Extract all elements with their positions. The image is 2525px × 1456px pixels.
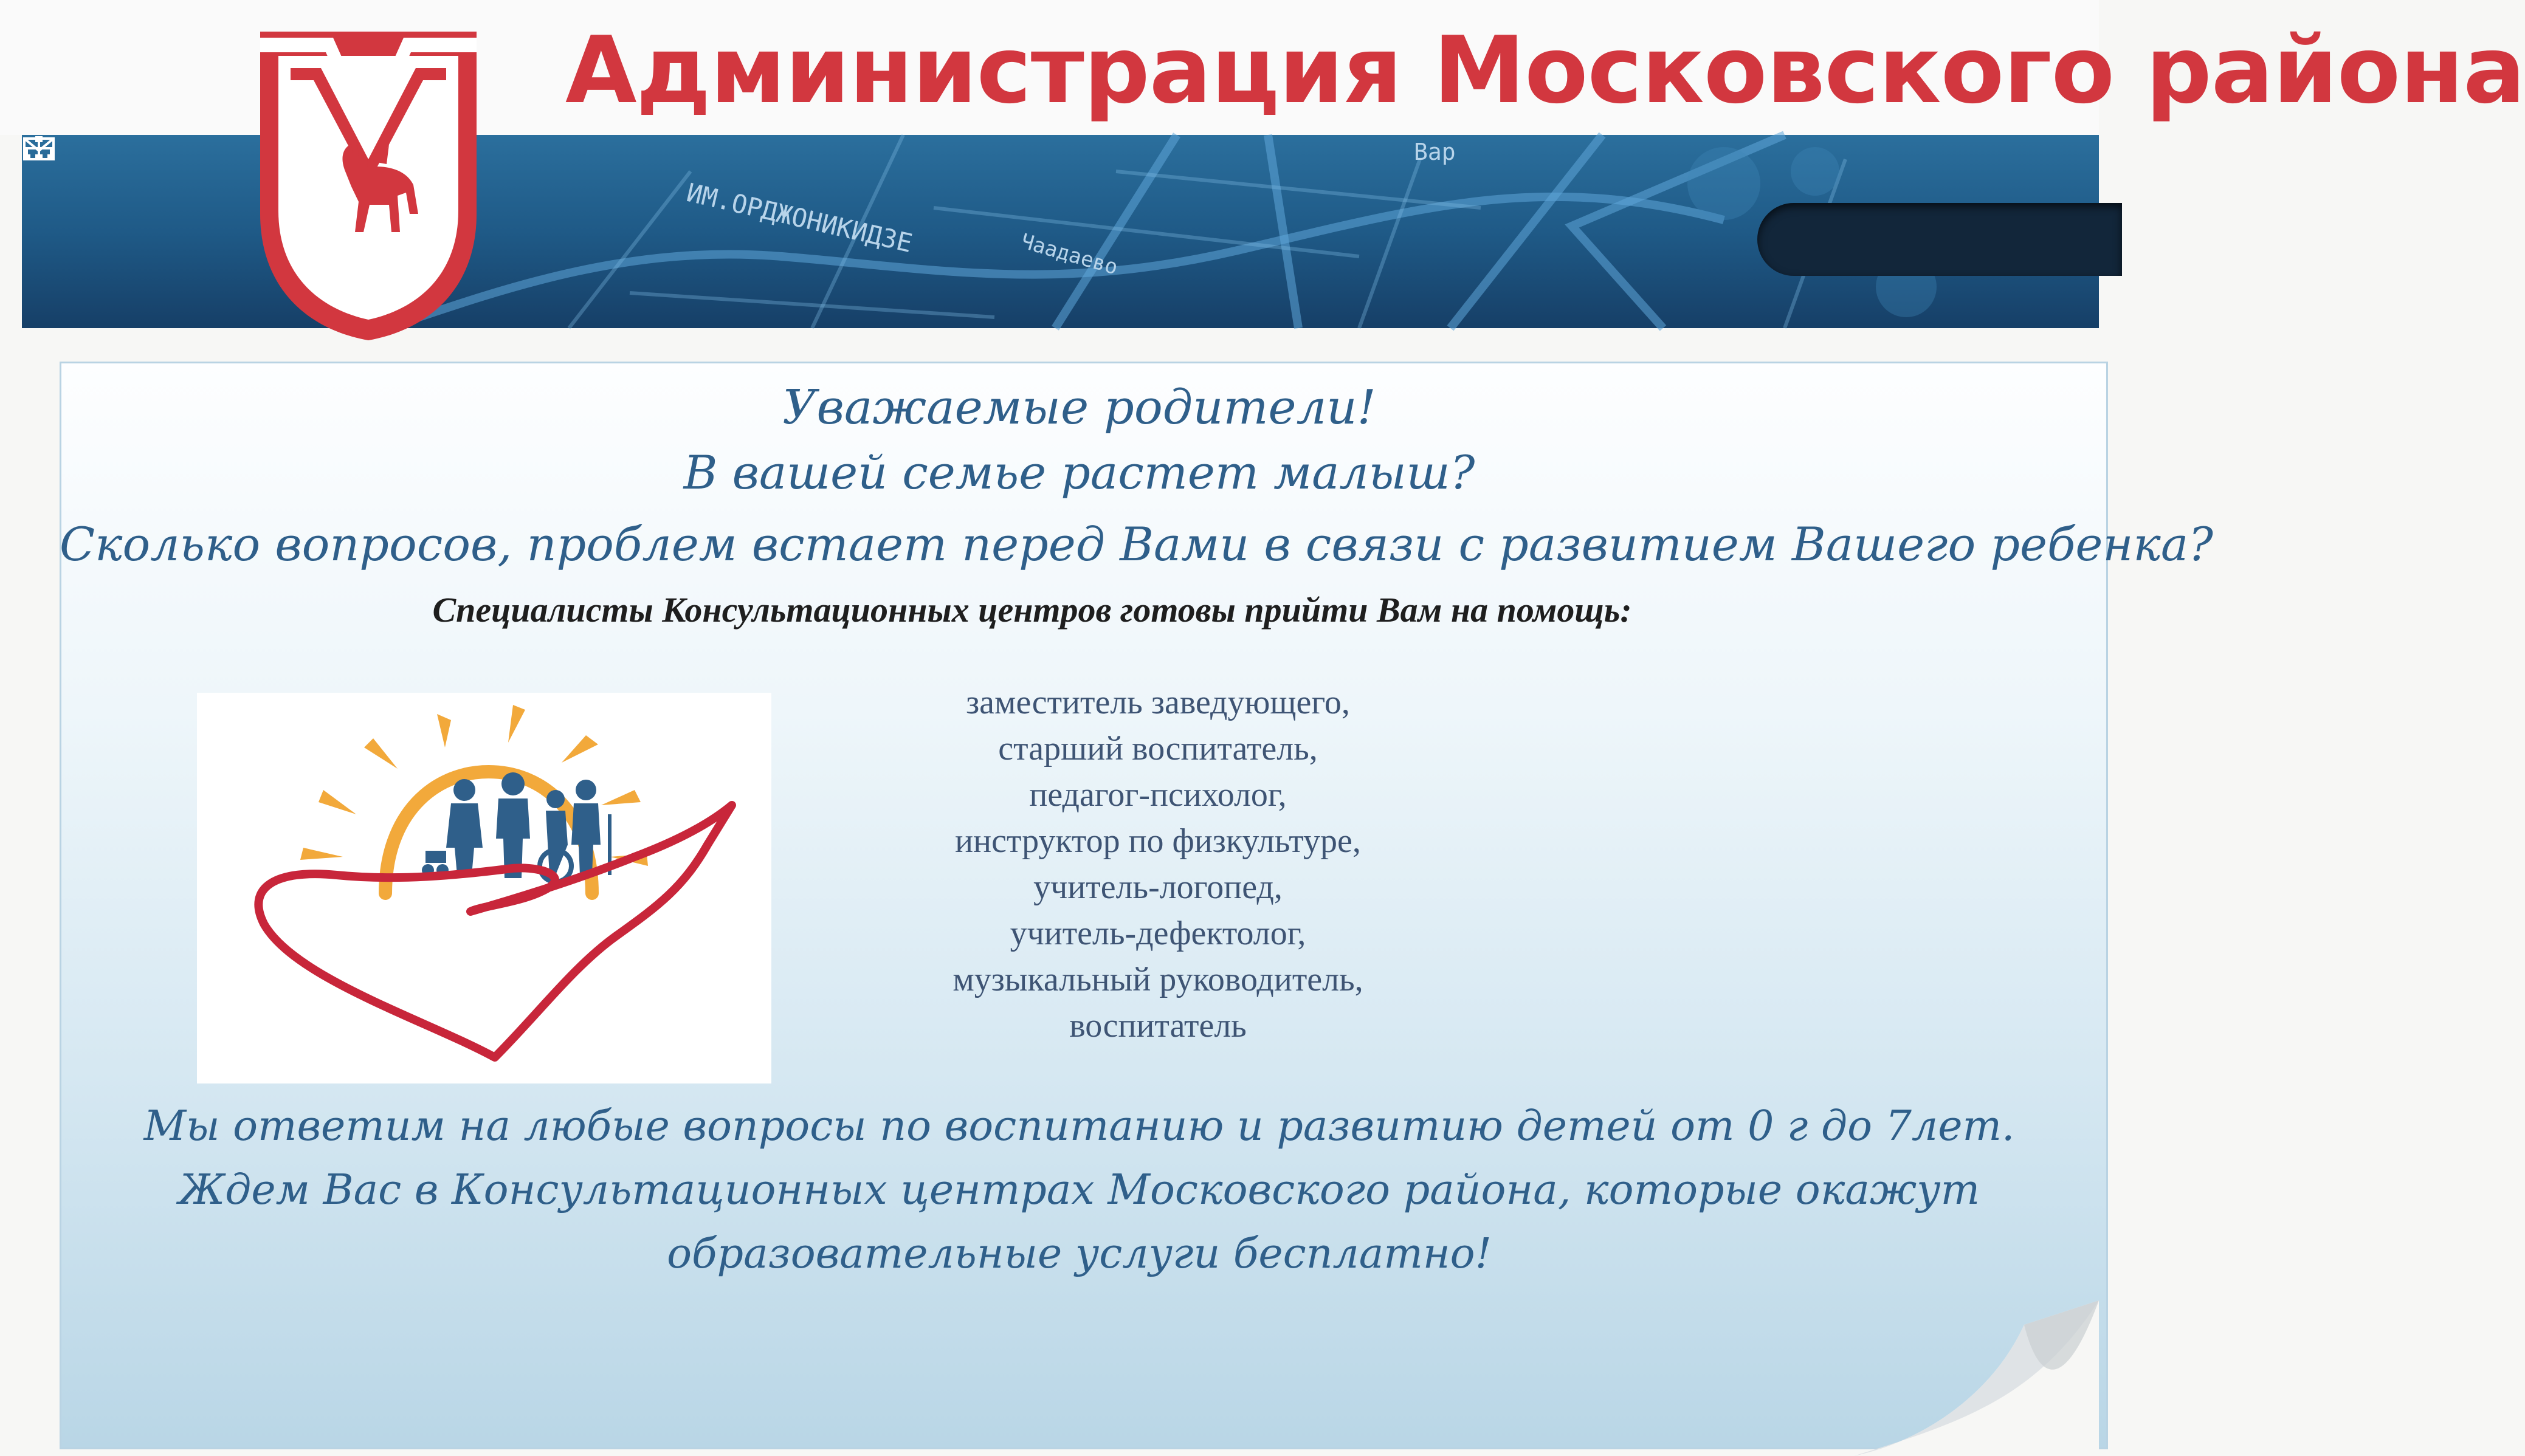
page-curl-graphic (1854, 1300, 2099, 1456)
list-item: учитель-логопед, (1033, 868, 1283, 906)
map-label: ИМ.ОРДЖОНИКИДЗЕ (683, 177, 915, 259)
greeting-question: Сколько вопросов, проблем встает перед Вами в связи с развитием Вашего ребенка? (60, 517, 2213, 571)
greeting-question: В вашей семье растет малыш? (683, 445, 1475, 500)
site-title[interactable]: Администрация Московского района (565, 16, 2525, 124)
list-item: инструктор по физкультуре, (955, 822, 1361, 860)
list-item: педагог-психолог, (1029, 776, 1287, 814)
map-label: Вар (1414, 139, 1456, 165)
list-item: музыкальный руководитель, (952, 961, 1363, 998)
specialists-intro: Специалисты Консультационных центров готовы прийти Вам на помощь: (432, 590, 1632, 630)
list-item: учитель-дефектолог, (1010, 915, 1306, 952)
family-care-icon (197, 693, 771, 1083)
mail-icon[interactable] (22, 135, 56, 163)
list-item: воспитатель (1069, 1007, 1247, 1045)
site-header (0, 0, 2525, 340)
greeting-heading: Уважаемые родители! (782, 380, 1376, 435)
list-item: заместитель заведующего, (966, 684, 1350, 721)
list-item: старший воспитатель, (998, 730, 1318, 767)
closing-statement: Мы ответим на любые вопросы по воспитанию и развитию детей от 0 г до 7лет. (143, 1102, 2015, 1150)
closing-invitation: образовательные услуги бесплатно! (667, 1230, 1492, 1278)
search-bar[interactable] (1757, 203, 2122, 276)
closing-invitation: Ждем Вас в Консультационных центрах Московского района, которые окажут (178, 1166, 1980, 1214)
map-label: Чаадаево (1018, 229, 1121, 280)
district-emblem-logo[interactable] (254, 32, 483, 340)
specialists-list (815, 679, 1501, 1049)
family-care-logo (197, 693, 771, 1083)
